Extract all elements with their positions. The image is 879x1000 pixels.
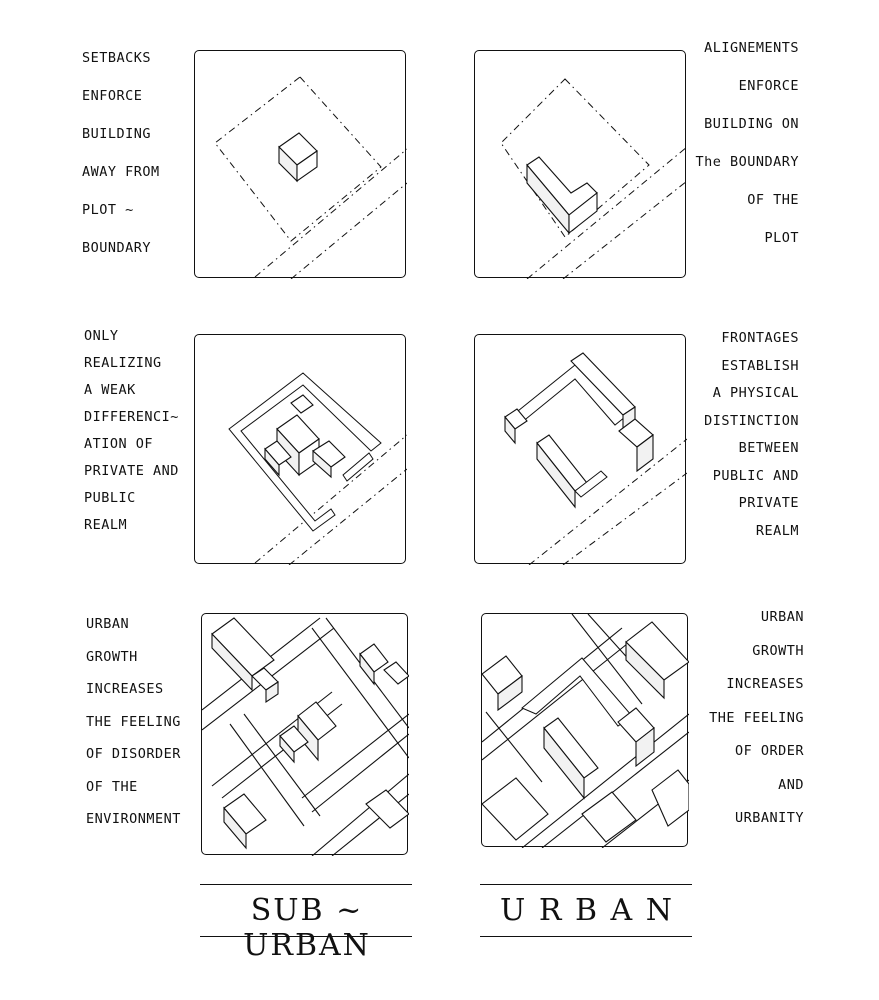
panel-urban-growth <box>481 613 688 847</box>
caption-line: GROWTH <box>86 648 138 665</box>
caption-line: BETWEEN <box>738 440 799 456</box>
caption-line: GROWTH <box>752 642 804 659</box>
caption-line: FRONTAGES <box>721 330 799 346</box>
block-building <box>582 792 636 842</box>
street-edge <box>486 712 542 782</box>
title-rule-top <box>200 884 412 885</box>
caption-line: BUILDING <box>82 126 152 142</box>
caption-line: THE FEELING <box>86 713 181 730</box>
caption-line: PLOT ~ <box>82 202 134 218</box>
caption-setbacks <box>82 39 160 267</box>
caption-frontages <box>704 325 799 545</box>
caption-line: ENVIRONMENT <box>86 811 181 827</box>
caption-line: DIFFERENCI~ <box>84 409 179 425</box>
panel-frontages <box>474 334 686 564</box>
caption-line: OF ORDER <box>734 743 804 759</box>
suburban-title: SUB ~ URBAN <box>243 893 371 963</box>
caption-line: SETBACKS <box>82 50 152 66</box>
caption-line: AND <box>778 776 804 793</box>
caption-line: A WEAK <box>84 382 136 398</box>
caption-line: A PHYSICAL <box>712 385 799 401</box>
caption-order <box>709 601 804 836</box>
caption-weak-differentiation <box>84 323 179 539</box>
block-frontage <box>522 658 632 726</box>
caption-line: ATION OF <box>84 436 154 452</box>
caption-line: DISTINCTION <box>704 412 799 429</box>
building-roof <box>291 395 313 413</box>
caption-line: URBANITY <box>734 810 804 826</box>
house-roof <box>366 790 409 828</box>
caption-line: INCREASES <box>726 676 804 692</box>
title-rule-bottom <box>200 936 412 937</box>
caption-alignements <box>695 29 799 257</box>
panel-setbacks <box>194 50 406 278</box>
caption-line: AWAY FROM <box>82 164 160 180</box>
caption-line: PRIVATE AND <box>84 463 179 479</box>
caption-line: PLOT <box>764 230 799 246</box>
caption-line: The BOUNDARY <box>695 154 799 170</box>
caption-line: ESTABLISH <box>721 357 799 374</box>
title-rule-top <box>480 884 692 885</box>
caption-line: BOUNDARY <box>82 240 152 256</box>
block-building <box>652 770 689 826</box>
caption-line: OF THE <box>747 192 799 208</box>
caption-line: THE FEELING <box>709 709 804 726</box>
caption-line: REALIZING <box>84 355 162 371</box>
street-edge <box>255 149 407 277</box>
title-rule-bottom <box>480 936 692 937</box>
caption-line: OF THE <box>86 778 138 795</box>
panel-suburban-growth <box>201 613 408 855</box>
caption-line: REALM <box>84 517 128 533</box>
street-edge <box>312 628 409 758</box>
caption-line: URBAN <box>760 609 804 625</box>
caption-line: INCREASES <box>86 681 164 697</box>
caption-line: ENFORCE <box>738 78 799 94</box>
urban-title: U R B A N <box>500 893 674 928</box>
caption-line: PUBLIC <box>84 490 136 506</box>
street-edge <box>291 183 407 279</box>
caption-line: ENFORCE <box>82 88 143 104</box>
caption-line: PRIVATE <box>738 495 799 511</box>
caption-line: ONLY <box>84 328 119 344</box>
caption-line: ALIGNEMENTS <box>704 40 799 56</box>
caption-line: OF DISORDER <box>86 746 181 762</box>
block-building <box>482 778 548 840</box>
caption-line: REALM <box>755 522 799 539</box>
caption-line: PUBLIC AND <box>712 467 799 484</box>
caption-line: BUILDING ON <box>704 116 799 132</box>
house-roof <box>384 662 409 684</box>
caption-disorder <box>86 608 181 836</box>
caption-line: URBAN <box>86 616 130 632</box>
panel-weak-differentiation <box>194 334 406 564</box>
street-edge <box>527 147 687 279</box>
panel-alignements <box>474 50 686 278</box>
